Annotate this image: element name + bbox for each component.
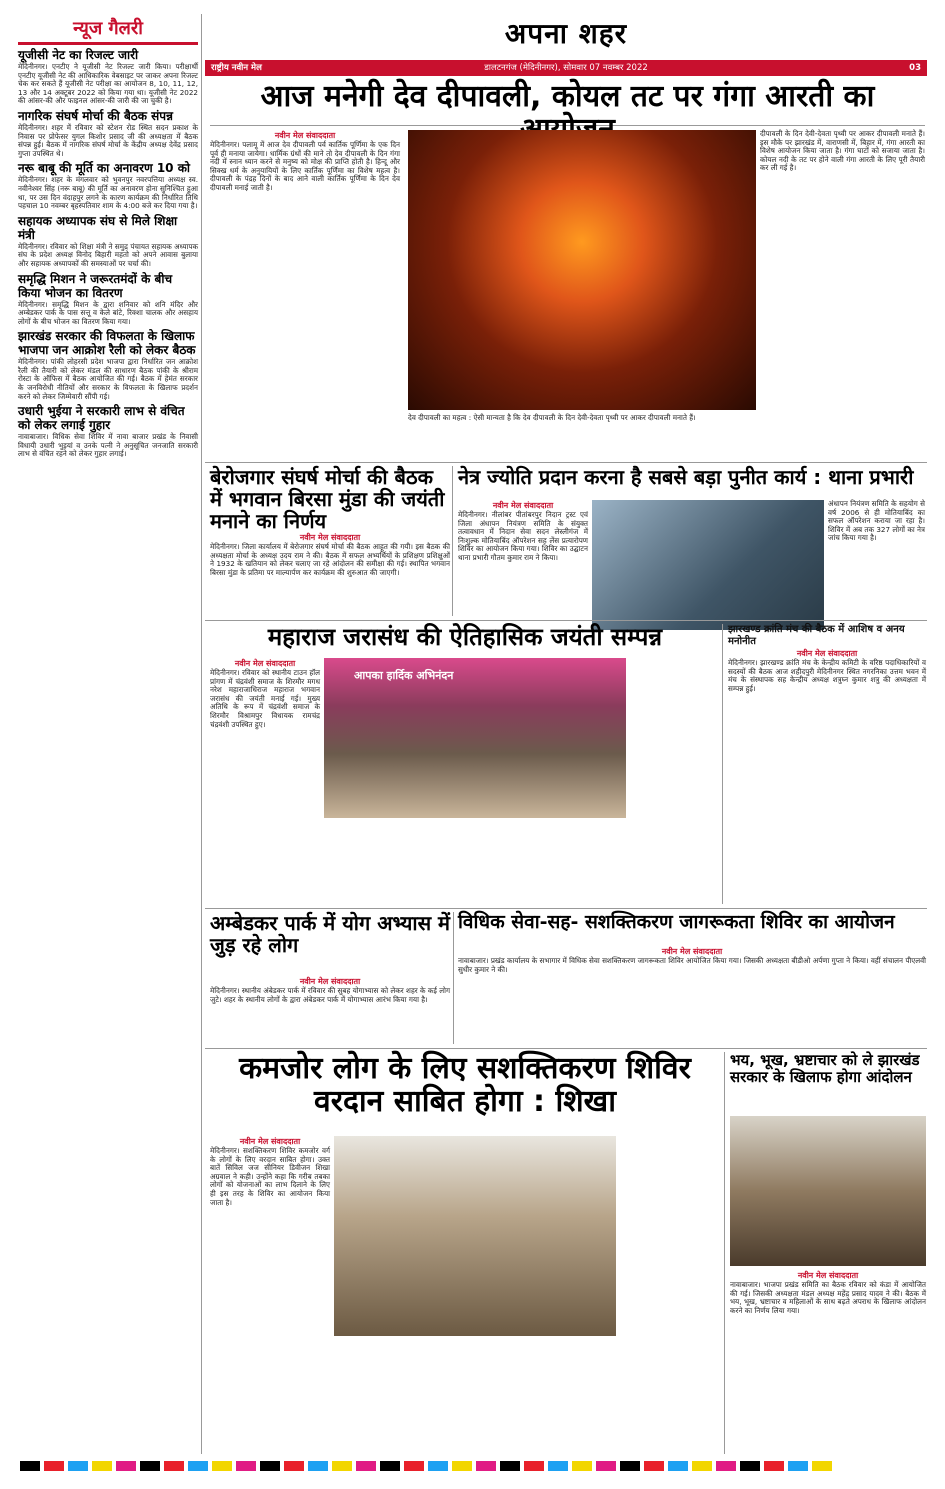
date-bar [205, 60, 927, 76]
gallery-item-title: नागरिक संघर्ष मोर्चा की बैठक संपन्न [18, 108, 173, 123]
story3-headline: नेत्र ज्योति प्रदान करना है सबसे बड़ा पुनीत कार्य : थाना प्रभारी [458, 465, 914, 489]
story7-body: नावाबाजार। प्रखंड कार्यालय के सभागार में विधिक सेवा सशक्तिकरण जागरूकता शिविर आयोजित किया गया। जिसकी अध्यक्षता बीडीओ अर्पणा गुप्ता ने किया। वहीं संचालन पीएलवी सुधीर कुमार ने की। [458, 956, 926, 974]
story5-text [728, 624, 926, 904]
lead-text-block [210, 130, 400, 460]
column-divider [722, 624, 723, 904]
story3-body: मेदिनीनगर। नीलांबर पीतांबरपुर निदान ट्रस्ट एवं जिला अंधापन नियंत्रण समिति के संयुक्त तत्वावधान में निदान सेवा सदन लेस्लीगंज में निःशुल्क मोतियाबिंद ऑपरेशन सह लेंस प्रत्यारोपण शिविर का आयोजन किया गया। शिविर का उद्घाटन थाना प्रभारी गौतम कुमार राम ने किया। [458, 510, 588, 562]
gallery-item-body: नावाबाजार। विधिक सेवा शिविर में नावा बाजार प्रखंड के निवासी विधायी उधारी भुइयां व उनके पत्नी ने अनुसूचित जनजाति सरकारी लाभ से वंचित रहने को लेकर गुहार लगाई। [18, 432, 198, 459]
story6-byline: नवीन मेल संवाददाता [299, 977, 361, 986]
divider [205, 908, 927, 909]
story4-headline: महाराज जरासंध की ऐतिहासिक जयंती सम्पन्न [267, 623, 663, 651]
story2-text [210, 532, 450, 612]
divider [205, 462, 927, 463]
column-divider [453, 912, 454, 1044]
gallery-item-title: झारखंड सरकार की विफलता के खिलाफ भाजपा जन आक्रोश रैली को लेकर बैठक [18, 329, 196, 358]
lead-body: मेदिनीनगर। पलामू में आज देव दीपावली पर्व कार्तिक पूर्णिमा के एक दिन पूर्व ही मनाया जायेगा। धार्मिक ग्रंथों की माने तो देव दीपावली के दिन गंगा नदी में स्नान ध्यान करने से मनुष्य को मोक्ष की प्राप्ति होती है। हिन्दू और सिक्ख धर्म के अनुयायियों के लिए कार्तिक पूर्णिमा का विशेष महत्व है। दीपावली के पंद्रह दिनों के बाद आने वाली कार्तिक पूर्णिमा के दिन देव दीपावली मनाई जाती है। [210, 140, 400, 192]
story4-banner: आपका हार्दिक अभिनंदन [354, 669, 454, 682]
gallery-item-body: मेदिनीनगर। पांकी लोहरसी प्रदेश भाजपा द्वारा निर्धारित जन आक्रोश रैली की तैयारी को लेकर मंडल की साधारण बैठक पांकी के श्रीराम रोस्टा के ऑफिस में बैठक आयोजित की गई। बैठक में हेमंत सरकार के जनविरोधी नीतियों और सरकार के विफलता के खिलाफ प्रदर्शन करने को लेकर जिम्मेवारी सौंपी गई। [18, 357, 198, 401]
column-divider [201, 14, 202, 1454]
gallery-item-title: समृद्धि मिशन ने जरूरतमंदों के बीच किया भोजन का वितरण [18, 271, 173, 300]
story3-photo-eye-camp [592, 500, 824, 630]
news-gallery-heading: न्यूज गैलरी [18, 14, 198, 45]
divider [205, 620, 927, 621]
page-number: 03 [909, 63, 921, 73]
story9-photo-meeting [730, 1116, 926, 1266]
column-divider [452, 466, 453, 616]
lead-byline: नवीन मेल संवाददाता [274, 131, 336, 140]
story5-body: मेदिनीनगर। झारखण्ड क्रांति मंच के केन्द्रीय कमिटी के वरिष्ठ पदाधिकारियों व सदस्यों की बैठक आज शहीदपुरी मेदिनीनगर स्थित नगरनिका उत्तम भवन में मंच के संस्थापक सह केन्द्रीय अध्यक्ष शत्रुघ्न कुमार शत्रु की अध्यक्षता में सम्पन्न हुई। [728, 658, 926, 693]
gallery-item-title: यूजीसी नेट का रिजल्ट जारी [18, 48, 139, 62]
story8-body: मेदिनीनगर। सशक्तिकरण शिविर कमजोर वर्ग के लोगों के लिए वरदान साबित होगा। उक्त बातें सिविल जज सीनियर डिवीजन शिखा अग्रवाल ने कही। उन्होंने कहा कि गरीब तबका लोगों को योजनाओं का लाभ दिलाने के लिए ही इस तरह के शिविर का आयोजन किया जाता है। [210, 1146, 330, 1207]
story4-body: मेदिनीनगर। रविवार को स्थानीय टाउन हॉल प्रांगण में चंद्रवंशी समाज के शिरमौर मगध नरेश महाराजाधिराज महाराज भगवान जरासंध की जयंती मनाई गई। मुख्य अतिथि के रूप में चंद्रवंशी समाज के शिरमौर विश्रामपुर विधायक रामचंद्र चंद्रवंशी उपस्थित हुए। [210, 668, 320, 729]
story9-text [730, 1270, 926, 1454]
story4-text [210, 658, 320, 903]
story4-byline: नवीन मेल संवाददाता [234, 659, 296, 668]
gallery-item-body: मेदिनीनगर। एनटीए ने यूजीसी नेट रिजल्ट जारी किया। परीक्षार्थी एनटीए यूजीसी नेट की आधिकारिक वेबसाइट पर जाकर अपना रिजल्ट चेक कर सकते हैं यूजीसी नेट परीक्षा का आयोजन 8, 10, 11, 12, 13 और 14 अक्टूबर 2022 को किया गया था। यूजीसी नेट 2022 की आंसर-की और फाइनल आंसर-की जारी की जा चुकी है। [18, 62, 198, 106]
story8-photo-camp [334, 1136, 616, 1336]
story8-byline: नवीन मेल संवाददाता [239, 1137, 301, 1146]
lead-photo-diyas [408, 130, 756, 410]
story7-text [458, 946, 926, 1046]
column-divider [724, 1052, 725, 1454]
gallery-item-body: मेदिनीनगर। रविवार को शिक्षा मंत्री ने समुद्र पंचायत सहायक अध्यापक संघ के प्रदेश अध्यक्ष विनोद बिहारी महतो को अपने आवास बुलाया और सहायक अध्यापकों की समस्याओं पर चर्चा की। [18, 241, 198, 268]
story6-text [210, 976, 450, 1044]
brand-name: राष्ट्रीय नवीन मेल [211, 63, 262, 73]
story8-text [210, 1136, 330, 1454]
story9-body: नावाबाजार। भाजपा प्रखंड समिति का बैठक रविवार को कंडा में आयोजित की गई। जिसकी अध्यक्षता मंडल अध्यक्ष महेंद्र प्रसाद यादव ने की। बैठक में भय, भूख, भ्रष्टाचार व महिलाओं के साथ बढ़ते अपराध के खिलाफ आंदोलन करने का निर्णय लिया गया। [730, 1280, 926, 1315]
story5-byline: नवीन मेल संवाददाता [796, 649, 858, 658]
story3-text [458, 500, 588, 616]
story2-headline: बेरोजगार संघर्ष मोर्चा की बैठक में भगवान बिरसा मुंडा की जयंती मनाने का निर्णय [210, 465, 445, 533]
story2-byline: नवीन मेल संवाददाता [299, 533, 361, 542]
story6-body: मेदिनीनगर। स्थानीय अंबेडकर पार्क में रविवार की सुबह योगाभ्यास को लेकर शहर के कई लोग जुटे। शहर के स्थानीय लोगों के द्वारा अंबेडकर पार्क में योगाभ्यास आरंभ किया गया है। [210, 986, 450, 1004]
story2-body: मेदिनीनगर। जिला कार्यालय में बेरोजगार संघर्ष मोर्चा की बैठक आहूत की गयी। इस बैठक की अध्यक्षता मोर्चा के अध्यक्ष उदय राम ने की। बैठक में सफल अभ्यर्थियों के प्रशिक्षण प्रशिक्षुओं ने 1932 के खतियान को लेकर चलाए जा रहे आंदोलन की समीक्षा की गई। स्थापित भगवान बिरसा मुंडा के प्रतिमा पर माल्यार्पण कर कार्यक्रम की शुरुआत की जाएगी। [210, 542, 450, 577]
section-title: अपना शहर [504, 17, 628, 50]
story4-photo-jayanti [324, 658, 626, 818]
dateline: डालटनगंज (मेदिनीनगर), सोमवार 07 नवम्बर 2022 [484, 63, 648, 73]
story3-byline: नवीन मेल संवाददाता [492, 501, 554, 510]
gallery-item-title: उधारी भुईया ने सरकारी लाभ से वंचित को लेकर लगाई गुहार [18, 404, 185, 433]
story6-headline: अम्बेडकर पार्क में योग अभ्यास में जुड़ रहे लोग [210, 911, 451, 957]
story9-byline: नवीन मेल संवाददाता [797, 1271, 859, 1280]
story9-headline: भय, भूख, भ्रष्टाचार को ले झारखंड सरकार के खिलाफ होगा आंदोलन [730, 1051, 920, 1086]
gallery-item-title: नरू बाबू की मूर्ति का अनावरण 10 को [18, 161, 191, 176]
news-gallery-items [18, 48, 198, 459]
gallery-item-body: मेदिनीनगर। समृद्धि मिशन के द्वारा शनिवार को शनि मंदिर और अम्बेडकर पार्क के पास सत्तू व केले बांटे, रिक्शा चालक और असहाय लोगों के बीच भोजन का वितरण किया गया। [18, 299, 198, 326]
story7-byline: नवीन मेल संवाददाता [661, 947, 723, 956]
gallery-item-body: मेदिनीनगर। शहर के मंगलवार को भुवनपुर नवरपत्तिया अध्यक्ष स्व. नवीनेश्वर सिंह (नरू बाबू) की मूर्ति का अनावरण होना सुनिश्चित हुआ था, पर उस दिन वंदाहपुर लगने के कारण कार्यक्रम की निर्धारित तिथि पहचाल 10 नवम्बर बृहस्पतिवार शाम के 4:00 बजे कर दिया गया है। [18, 175, 198, 211]
story8-headline: कमजोर लोग के लिए सशक्तिकरण शिविर वरदान साबित होगा : शिखा [239, 1051, 691, 1119]
lead-caption: देव दीपावली का महत्व : ऐसी मान्यता है कि देव दीपावली के दिन देवी-देवता पृथ्वी पर आकर दीपावली मनाते हैं। [408, 413, 696, 422]
story5-headline: झारखण्ड क्रांति मंच की बैठक में आशिष व अनय मनोनीत [728, 624, 905, 647]
lead-right-text: दीपावली के दिन देवी-देवता पृथ्वी पर आकर दीपावली मनाते हैं। इस मौके पर झारखंड में, वाराणसी में, बिहार में, गंगा आरती का विशेष आयोजन किया जाता है। गंगा घाटों को सजाया जाता है। कोयल नदी के तट पर होने वाली गंगा आरती के लिए पूरी तैयारी कर ली गई है। [760, 129, 925, 173]
masthead [205, 14, 927, 64]
gallery-item-title: सहायक अध्यापक संघ से मिले शिक्षा मंत्री [18, 213, 178, 242]
color-registration-strip [18, 1458, 927, 1474]
story7-headline: विधिक सेवा-सह- सशक्तिकरण जागरूकता शिविर का आयोजन [458, 911, 895, 933]
lead-headline: आज मनेगी देव दीपावली, कोयल तट पर गंगा आरती का [210, 80, 925, 126]
news-gallery-column [18, 14, 198, 1454]
story3-right-text: अंधापन नियंत्रण समिति के सहयोग से वर्ष 2006 से ही मोतियाबिंद का सफल ऑपरेशन कराया जा रहा है। शिविर में अब तक 327 लोगों का नेत्र जांच किया गया है। [828, 499, 925, 543]
gallery-item-body: मेदिनीनगर। शहर में रविवार को स्टेशन रोड स्थित सदन प्रकाश के निवास पर प्रोफेसर युगल किशोर प्रसाद जी की अध्यक्षता में बैठक संपन्न हुई। बैठक में नागरिक संघर्ष मोर्चा के केंद्रीय अध्यक्ष देवेंद्र प्रसाद गुप्ता उपस्थित थे। [18, 122, 198, 158]
divider [205, 1048, 927, 1049]
